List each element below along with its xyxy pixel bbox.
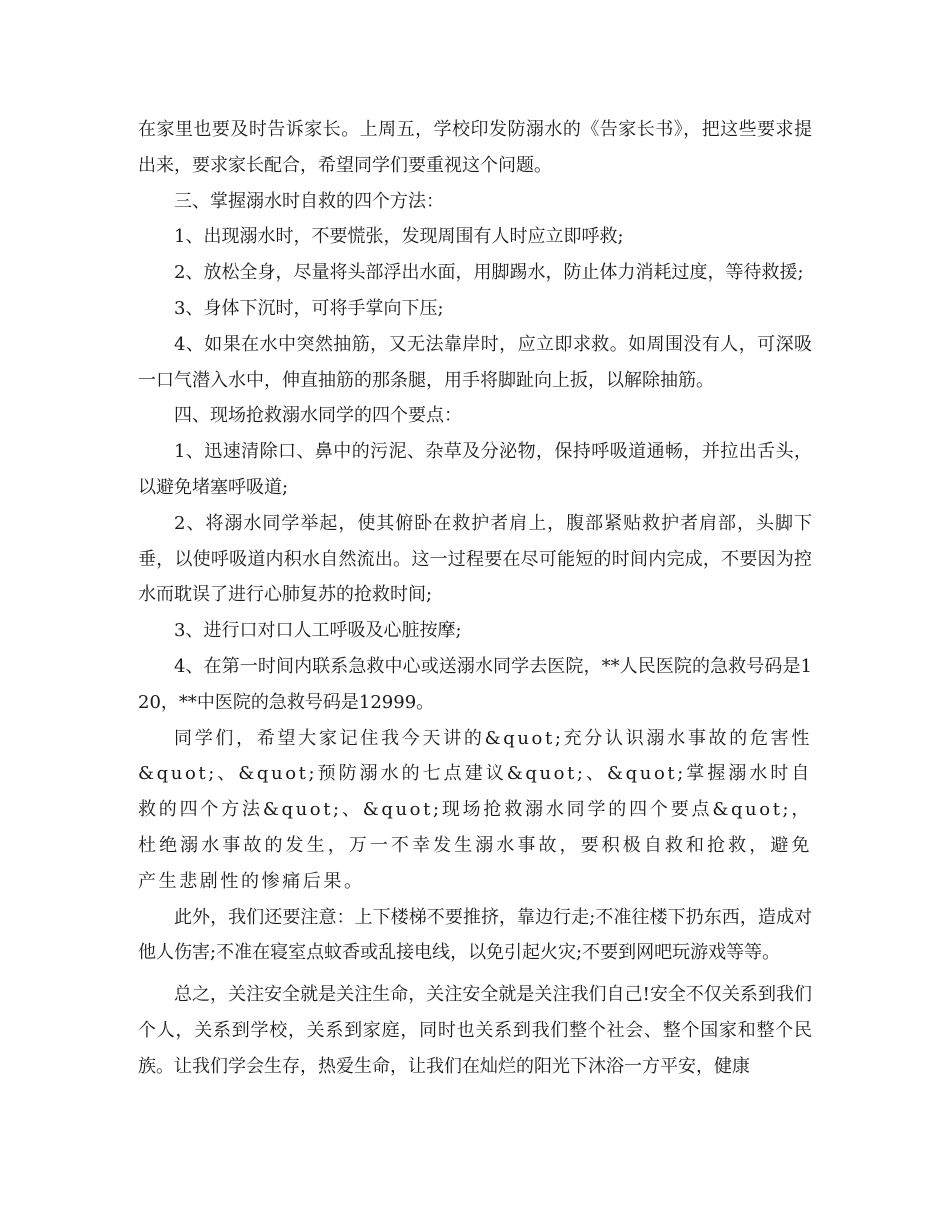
list-item-onsite-rescue-4: 4、在第一时间内联系急救中心或送溺水同学去医院，**人民医院的急救号码是120，**中医院的急救号码是12999。 (138, 655, 812, 713)
paragraph-other-safety: 此外，我们还要注意：上下楼梯不要推挤，靠边行走;不准往楼下扔东西，造成对他人伤害;不准在寝室点蚊香或乱接电线，以免引起火灾;不要到网吧玩游戏等等。 (138, 906, 812, 964)
heading-self-rescue-methods: 三、掌握溺水时自救的四个方法： (174, 190, 444, 212)
paragraph-parent-notice: 在家里也要及时告诉家长。上周五，学校印发防溺水的《告家长书》，把这些要求提出来，要求家长配合，希望同学们要重视这个问题。 (138, 119, 812, 176)
list-item-self-rescue-3: 3、身体下沉时，可将手掌向下压; (174, 297, 444, 319)
list-item-self-rescue-2: 2、放松全身，尽量将头部浮出水面，用脚踢水，防止体力消耗过度，等待救援; (174, 262, 804, 284)
paragraph-conclusion: 总之，关注安全就是关注生命，关注安全就是关注我们自己!安全不仅关系到我们个人，关系到学校，关系到家庭，同时也关系到我们整个社会、整个国家和整个民族。让我们学会生存，热爱生命，让我们在灿烂的阳光下沐浴一方平安，健康 (138, 984, 812, 1077)
document-body (138, 112, 812, 1085)
list-item-onsite-rescue-2: 2、将溺水同学举起，使其俯卧在救护者肩上，腹部紧贴救护者肩部，头脚下垂，以使呼吸道内积水自然流出。这一过程要在尽可能短的时间内完成，不要因为控水而耽误了进行心肺复苏的抢救时间; (138, 512, 812, 606)
list-item-onsite-rescue-1: 1、迅速清除口、鼻中的污泥、杂草及分泌物，保持呼吸道通畅，并拉出舌头，以避免堵塞呼吸道; (138, 441, 812, 498)
heading-onsite-rescue-points: 四、现场抢救溺水同学的四个要点： (174, 405, 462, 427)
paragraph-summary-quotes: 同学们，希望大家记住我今天讲的&quot;充分认识溺水事故的危害性&quot;、&quot;预防溺水的七点建议&quot;、&quot;掌握溺水时自救的四个方法&quot;、&quot;现场抢救溺水同学的四个要点&quot;，杜绝溺水事故的发生，万一不幸发生溺水事故，要积极自救和抢救，避免产生悲剧性的惨痛后果。 (138, 727, 812, 892)
list-item-onsite-rescue-3: 3、进行口对口人工呼吸及心脏按摩; (174, 620, 462, 642)
list-item-self-rescue-1: 1、出现溺水时，不要慌张，发现周围有人时应立即呼救; (174, 226, 624, 248)
list-item-self-rescue-4: 4、如果在水中突然抽筋，又无法靠岸时，应立即求救。如周围没有人，可深吸一口气潜入水中，伸直抽筋的那条腿，用手将脚趾向上扳，以解除抽筋。 (138, 333, 812, 391)
